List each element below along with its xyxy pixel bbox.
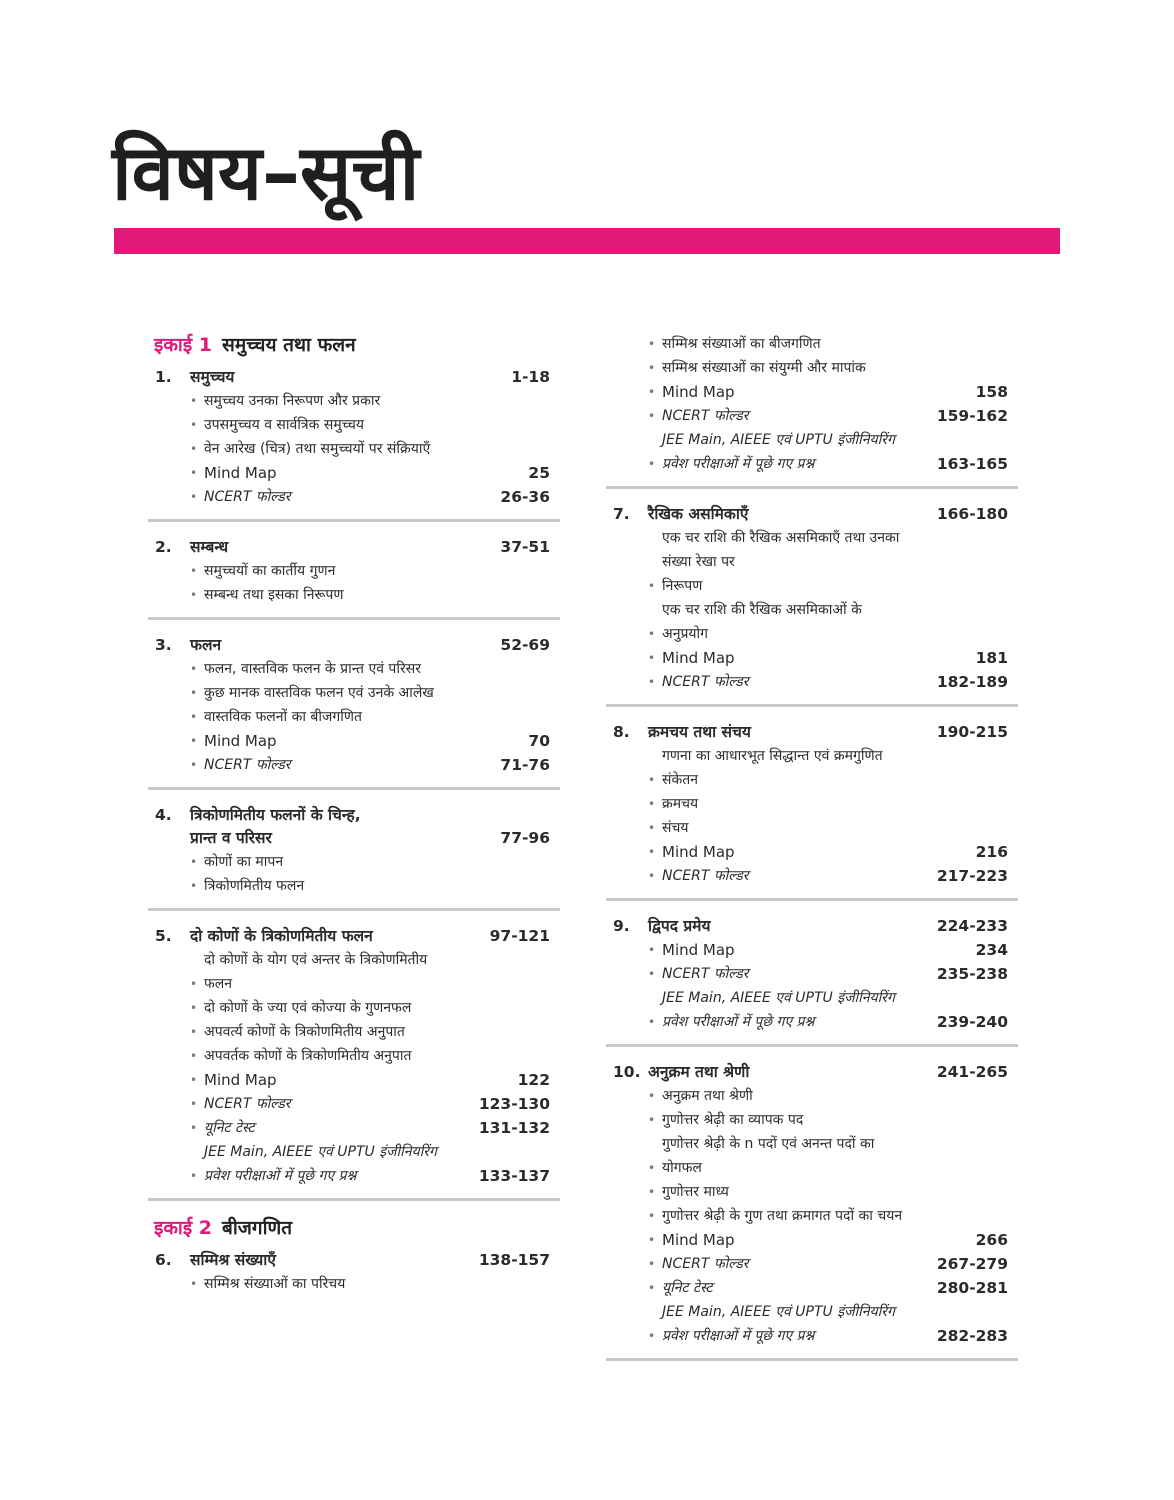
chapter-row[interactable] <box>148 804 560 850</box>
unit-heading <box>148 1213 560 1247</box>
topic-page: 163-165 <box>936 455 1008 473</box>
bullet-icon: • <box>648 651 656 665</box>
chapter-page-range: 190-215 <box>936 723 1008 741</box>
topic-text: JEE Main, AIEEE एवं UPTU इंजीनियरिंग प्रवेश परीक्षाओं में पूछे गए प्रश्न <box>204 1140 450 1188</box>
topic-item[interactable] <box>148 705 560 729</box>
bullet-icon: • <box>190 442 198 456</box>
topic-item[interactable] <box>606 962 1018 986</box>
chapter-title: क्रमचय तथा संचय <box>648 723 751 741</box>
topic-page: 71-76 <box>500 756 550 774</box>
topic-text: गुणोत्तर श्रेढ़ी के गुण तथा क्रमागत पदों का चयन <box>662 1208 903 1224</box>
topic-text-line2: निरूपण <box>662 578 703 594</box>
topic-page: 133-137 <box>478 1167 550 1185</box>
topic-item[interactable] <box>148 485 560 509</box>
topic-text: सम्मिश्र संख्याओं का संयुग्मी और मापांक <box>662 360 866 376</box>
unit-heading <box>148 330 560 364</box>
chapter-number: 9. <box>613 917 630 935</box>
bullet-icon: • <box>648 1257 656 1271</box>
unit-label: इकाई 2 <box>154 1217 213 1239</box>
topic-text: उपसमुच्चय व सार्वत्रिक समुच्चय <box>204 417 364 433</box>
topic-text: कुछ मानक वास्तविक फलन एवं उनके आलेख <box>204 685 434 701</box>
topic-text: Mind Map <box>662 383 735 401</box>
topic-text: गणना का आधारभूत सिद्धान्त एवं क्रमगुणित संकेतन <box>662 748 883 788</box>
topic-item[interactable] <box>148 948 560 996</box>
topic-text: दो कोणों के योग एवं अन्तर के त्रिकोणमितीय फलन <box>204 952 428 992</box>
bullet-icon: • <box>190 466 198 480</box>
chapter-number: 1. <box>155 368 172 386</box>
topic-page: 25 <box>528 464 550 482</box>
bullet-icon: • <box>648 361 656 375</box>
bullet-icon: • <box>648 627 656 641</box>
chapter-title: सम्बन्ध <box>190 538 229 556</box>
bullet-icon: • <box>190 710 198 724</box>
chapter-page-range: 224-233 <box>936 917 1008 935</box>
bullet-icon: • <box>190 734 198 748</box>
bullet-icon: • <box>190 418 198 432</box>
topic-item[interactable] <box>606 986 1018 1034</box>
topic-text: JEE Main, AIEEE एवं UPTU इंजीनियरिंग प्रवेश परीक्षाओं में पूछे गए प्रश्न <box>662 428 908 476</box>
bullet-icon: • <box>648 1209 656 1223</box>
topic-text: वास्तविक फलनों का बीजगणित <box>204 709 363 725</box>
bullet-icon: • <box>648 1161 656 1175</box>
topic-page: 159-162 <box>936 407 1008 425</box>
chapter-entry <box>148 364 560 522</box>
chapter-entry <box>606 913 1018 1047</box>
topic-text: सम्बन्ध तथा इसका निरूपण <box>204 587 344 603</box>
topic-item[interactable] <box>148 874 560 898</box>
topic-text: समुच्चय उनका निरूपण और प्रकार <box>204 393 381 409</box>
topic-page: 239-240 <box>936 1013 1008 1031</box>
topic-item[interactable] <box>606 670 1018 694</box>
toc-right-column <box>606 330 1018 1373</box>
topic-item[interactable] <box>148 1116 560 1140</box>
chapter-title: द्विपद प्रमेय <box>648 917 711 935</box>
topic-text: NCERT फोल्डर <box>662 408 749 424</box>
topic-item[interactable] <box>606 526 1018 598</box>
topic-page: 280-281 <box>936 1279 1008 1297</box>
topic-item[interactable] <box>606 332 1018 356</box>
chapter-entry <box>148 923 560 1201</box>
unit-title: समुच्चय तथा फलन <box>222 334 356 356</box>
topic-text: NCERT फोल्डर <box>204 757 291 773</box>
chapter-page-range: 1-18 <box>511 368 550 386</box>
chapter-number: 10. <box>613 1063 641 1081</box>
topic-item[interactable] <box>148 729 560 753</box>
topic-text: NCERT फोल्डर <box>662 1256 749 1272</box>
topic-page: 266 <box>975 1231 1008 1249</box>
bullet-icon: • <box>190 662 198 676</box>
topic-item[interactable] <box>606 1180 1018 1204</box>
topic-item[interactable] <box>606 1228 1018 1252</box>
bullet-icon: • <box>648 409 656 423</box>
chapter-title: फलन <box>190 636 222 654</box>
topic-text: संचय <box>662 820 689 836</box>
chapter-number: 2. <box>155 538 172 556</box>
topic-item[interactable] <box>148 681 560 705</box>
topic-item[interactable] <box>148 657 560 681</box>
chapter-page-range: 241-265 <box>936 1063 1008 1081</box>
chapter-page-range: 138-157 <box>478 1251 550 1269</box>
topic-text: गुणोत्तर श्रेढ़ी के n पदों एवं अनन्त पदों का योगफल <box>662 1136 875 1176</box>
topic-text: दो कोणों के ज्या एवं कोज्या के गुणनफल <box>204 1000 412 1016</box>
topic-item[interactable] <box>148 1092 560 1116</box>
chapter-title: त्रिकोणमितीय फलनों के चिन्ह, प्रान्त व परिसर <box>190 804 440 850</box>
chapter-row[interactable] <box>148 1249 560 1272</box>
topic-item[interactable] <box>606 864 1018 888</box>
topic-text: Mind Map <box>204 1071 277 1089</box>
topic-text: यूनिट टेस्ट <box>662 1280 713 1296</box>
topic-text: Mind Map <box>662 843 735 861</box>
topic-text: JEE Main, AIEEE एवं UPTU इंजीनियरिंग प्रवेश परीक्षाओं में पूछे गए प्रश्न <box>662 986 908 1034</box>
topic-text: वेन आरेख (चित्र) तथा समुच्चयों पर संक्रियाएँ <box>204 441 431 457</box>
bullet-icon: • <box>648 1233 656 1247</box>
topic-text: समुच्चयों का कार्तीय गुणन <box>204 563 336 579</box>
bullet-icon: • <box>648 821 656 835</box>
bullet-icon: • <box>190 588 198 602</box>
topic-page: 122 <box>517 1071 550 1089</box>
topic-text: JEE Main, AIEEE एवं UPTU इंजीनियरिंग प्रवेश परीक्षाओं में पूछे गए प्रश्न <box>662 1300 908 1348</box>
bullet-icon: • <box>190 1097 198 1111</box>
chapter-title: समुच्चय <box>190 368 235 386</box>
topic-text: Mind Map <box>204 732 277 750</box>
topic-page: 216 <box>975 843 1008 861</box>
topic-page: 282-283 <box>936 1327 1008 1345</box>
topic-item[interactable] <box>606 1252 1018 1276</box>
bullet-icon: • <box>190 1121 198 1135</box>
topic-text: सम्मिश्र संख्याओं का बीजगणित <box>662 336 821 352</box>
chapter-number: 7. <box>613 505 630 523</box>
topic-item[interactable] <box>148 437 560 461</box>
topic-page: 234 <box>975 941 1008 959</box>
bullet-icon: • <box>190 1277 198 1291</box>
topic-page: 182-189 <box>936 673 1008 691</box>
topic-text-line2: प्रवेश परीक्षाओं में पूछे गए प्रश्न <box>662 456 815 472</box>
chapter-number: 4. <box>155 806 172 824</box>
chapter-number: 5. <box>155 927 172 945</box>
chapter-entry <box>606 501 1018 707</box>
topic-item[interactable] <box>148 1044 560 1068</box>
topic-item[interactable] <box>606 1084 1018 1108</box>
bullet-icon: • <box>648 773 656 787</box>
topic-item[interactable] <box>148 1068 560 1092</box>
topic-item[interactable] <box>148 389 560 413</box>
topic-text: NCERT फोल्डर <box>662 674 749 690</box>
chapter-page-range: 97-121 <box>489 927 550 945</box>
topic-item[interactable] <box>148 413 560 437</box>
bullet-icon: • <box>648 1185 656 1199</box>
topic-text: अपवर्त्य कोणों के त्रिकोणमितीय अनुपात <box>204 1024 405 1040</box>
topic-text: Mind Map <box>204 464 277 482</box>
unit-label: इकाई 1 <box>154 334 213 356</box>
topic-item[interactable] <box>148 996 560 1020</box>
bullet-icon: • <box>648 1015 656 1029</box>
bullet-icon: • <box>648 869 656 883</box>
topic-text: अपवर्तक कोणों के त्रिकोणमितीय अनुपात <box>204 1048 412 1064</box>
topic-item[interactable] <box>606 1132 1018 1180</box>
chapter-row[interactable] <box>606 915 1018 938</box>
bullet-icon: • <box>190 686 198 700</box>
chapter-number: 8. <box>613 723 630 741</box>
chapter-row[interactable] <box>606 1061 1018 1084</box>
bullet-icon: • <box>190 1073 198 1087</box>
topic-item[interactable] <box>148 1140 560 1188</box>
topic-text: क्रमचय <box>662 796 699 812</box>
bullet-icon: • <box>190 855 198 869</box>
topic-page: 267-279 <box>936 1255 1008 1273</box>
bullet-icon: • <box>190 1001 198 1015</box>
topic-item[interactable] <box>606 356 1018 380</box>
unit-title: बीजगणित <box>222 1217 293 1239</box>
chapter-number: 6. <box>155 1251 172 1269</box>
topic-text: फलन, वास्तविक फलन के प्रान्त एवं परिसर <box>204 661 421 677</box>
topic-item[interactable] <box>606 646 1018 670</box>
topic-text: सम्मिश्र संख्याओं का परिचय <box>204 1276 346 1292</box>
topic-page: 26-36 <box>500 488 550 506</box>
topic-item[interactable] <box>606 1300 1018 1348</box>
topic-page: 235-238 <box>936 965 1008 983</box>
chapter-entry <box>606 1059 1018 1361</box>
chapter-page-range: 77-96 <box>500 829 550 847</box>
topic-text: NCERT फोल्डर <box>662 868 749 884</box>
bullet-icon: • <box>190 1169 198 1183</box>
bullet-icon: • <box>190 758 198 772</box>
title-accent-bar <box>114 228 1060 254</box>
chapter-entry <box>148 1247 560 1306</box>
topic-page: 70 <box>528 732 550 750</box>
chapter-number: 3. <box>155 636 172 654</box>
bullet-icon: • <box>190 564 198 578</box>
topic-item[interactable] <box>148 1272 560 1296</box>
topic-item[interactable] <box>606 816 1018 840</box>
chapter-title: सम्मिश्र संख्याएँ <box>190 1251 276 1269</box>
chapter-entry <box>148 802 560 911</box>
topic-text: कोणों का मापन <box>204 854 284 870</box>
topic-item[interactable] <box>148 461 560 485</box>
chapter-title: रैखिक असमिकाएँ <box>648 505 749 523</box>
chapter-entry <box>606 330 1018 489</box>
chapter-title: अनुक्रम तथा श्रेणी <box>648 1063 750 1081</box>
topic-item[interactable] <box>606 598 1018 646</box>
topic-page: 131-132 <box>478 1119 550 1137</box>
topic-item[interactable] <box>606 840 1018 864</box>
bullet-icon: • <box>648 845 656 859</box>
topic-text: एक चर राशि की रैखिक असमिकाओं के अनुप्रयोग <box>662 602 862 642</box>
bullet-icon: • <box>648 675 656 689</box>
topic-text-line2: प्रवेश परीक्षाओं में पूछे गए प्रश्न <box>204 1168 357 1184</box>
chapter-row[interactable] <box>148 634 560 657</box>
chapter-title: दो कोणों के त्रिकोणमितीय फलन <box>190 927 373 945</box>
topic-text: एक चर राशि की रैखिक असमिकाएँ तथा उनका संख्या रेखा पर निरूपण <box>662 526 908 598</box>
topic-item[interactable] <box>148 559 560 583</box>
topic-text: Mind Map <box>662 1231 735 1249</box>
bullet-icon: • <box>648 1281 656 1295</box>
bullet-icon: • <box>648 1113 656 1127</box>
topic-item[interactable] <box>606 744 1018 792</box>
topic-item[interactable] <box>606 1204 1018 1228</box>
topic-item[interactable] <box>148 1020 560 1044</box>
bullet-icon: • <box>648 943 656 957</box>
topic-text: NCERT फोल्डर <box>204 489 291 505</box>
topic-item[interactable] <box>606 1276 1018 1300</box>
bullet-icon: • <box>190 977 198 991</box>
topic-item[interactable] <box>148 850 560 874</box>
bullet-icon: • <box>190 1025 198 1039</box>
chapter-row[interactable] <box>606 721 1018 744</box>
topic-item[interactable] <box>606 428 1018 476</box>
topic-text: NCERT फोल्डर <box>204 1096 291 1112</box>
toc-left-column <box>148 330 560 1318</box>
chapter-entry <box>606 719 1018 901</box>
bullet-icon: • <box>648 457 656 471</box>
chapter-title-line2: प्रान्त व परिसर <box>190 829 272 847</box>
bullet-icon: • <box>648 337 656 351</box>
chapter-page-range: 37-51 <box>500 538 550 556</box>
topic-text: त्रिकोणमितीय फलन <box>204 878 305 894</box>
topic-text-line2: प्रवेश परीक्षाओं में पूछे गए प्रश्न <box>662 1328 815 1344</box>
bullet-icon: • <box>648 967 656 981</box>
chapter-page-range: 166-180 <box>936 505 1008 523</box>
topic-text: Mind Map <box>662 649 735 667</box>
page-title: विषय–सूची <box>112 128 420 217</box>
topic-text: NCERT फोल्डर <box>662 966 749 982</box>
topic-text: गुणोत्तर माध्य <box>662 1184 729 1200</box>
chapter-row[interactable] <box>148 366 560 389</box>
topic-item[interactable] <box>606 404 1018 428</box>
bullet-icon: • <box>190 394 198 408</box>
bullet-icon: • <box>190 490 198 504</box>
bullet-icon: • <box>648 1329 656 1343</box>
topic-text: यूनिट टेस्ट <box>204 1120 255 1136</box>
topic-item[interactable] <box>606 1108 1018 1132</box>
topic-text: गुणोत्तर श्रेढ़ी का व्यापक पद <box>662 1112 804 1128</box>
chapter-row[interactable] <box>148 536 560 559</box>
chapter-row[interactable] <box>606 503 1018 526</box>
chapter-entry <box>148 534 560 620</box>
topic-page: 123-130 <box>478 1095 550 1113</box>
topic-page: 181 <box>975 649 1008 667</box>
topic-page: 217-223 <box>936 867 1008 885</box>
topic-page: 158 <box>975 383 1008 401</box>
topic-item[interactable] <box>606 792 1018 816</box>
chapter-row[interactable] <box>148 925 560 948</box>
chapter-entry <box>148 632 560 790</box>
bullet-icon: • <box>648 579 656 593</box>
bullet-icon: • <box>648 385 656 399</box>
topic-item[interactable] <box>148 583 560 607</box>
topic-item[interactable] <box>606 938 1018 962</box>
bullet-icon: • <box>648 1089 656 1103</box>
topic-text: Mind Map <box>662 941 735 959</box>
topic-item[interactable] <box>148 753 560 777</box>
topic-item[interactable] <box>606 380 1018 404</box>
chapter-page-range: 52-69 <box>500 636 550 654</box>
topic-text-line2: प्रवेश परीक्षाओं में पूछे गए प्रश्न <box>662 1014 815 1030</box>
bullet-icon: • <box>190 879 198 893</box>
bullet-icon: • <box>648 797 656 811</box>
topic-text: अनुक्रम तथा श्रेणी <box>662 1088 753 1104</box>
bullet-icon: • <box>190 1049 198 1063</box>
